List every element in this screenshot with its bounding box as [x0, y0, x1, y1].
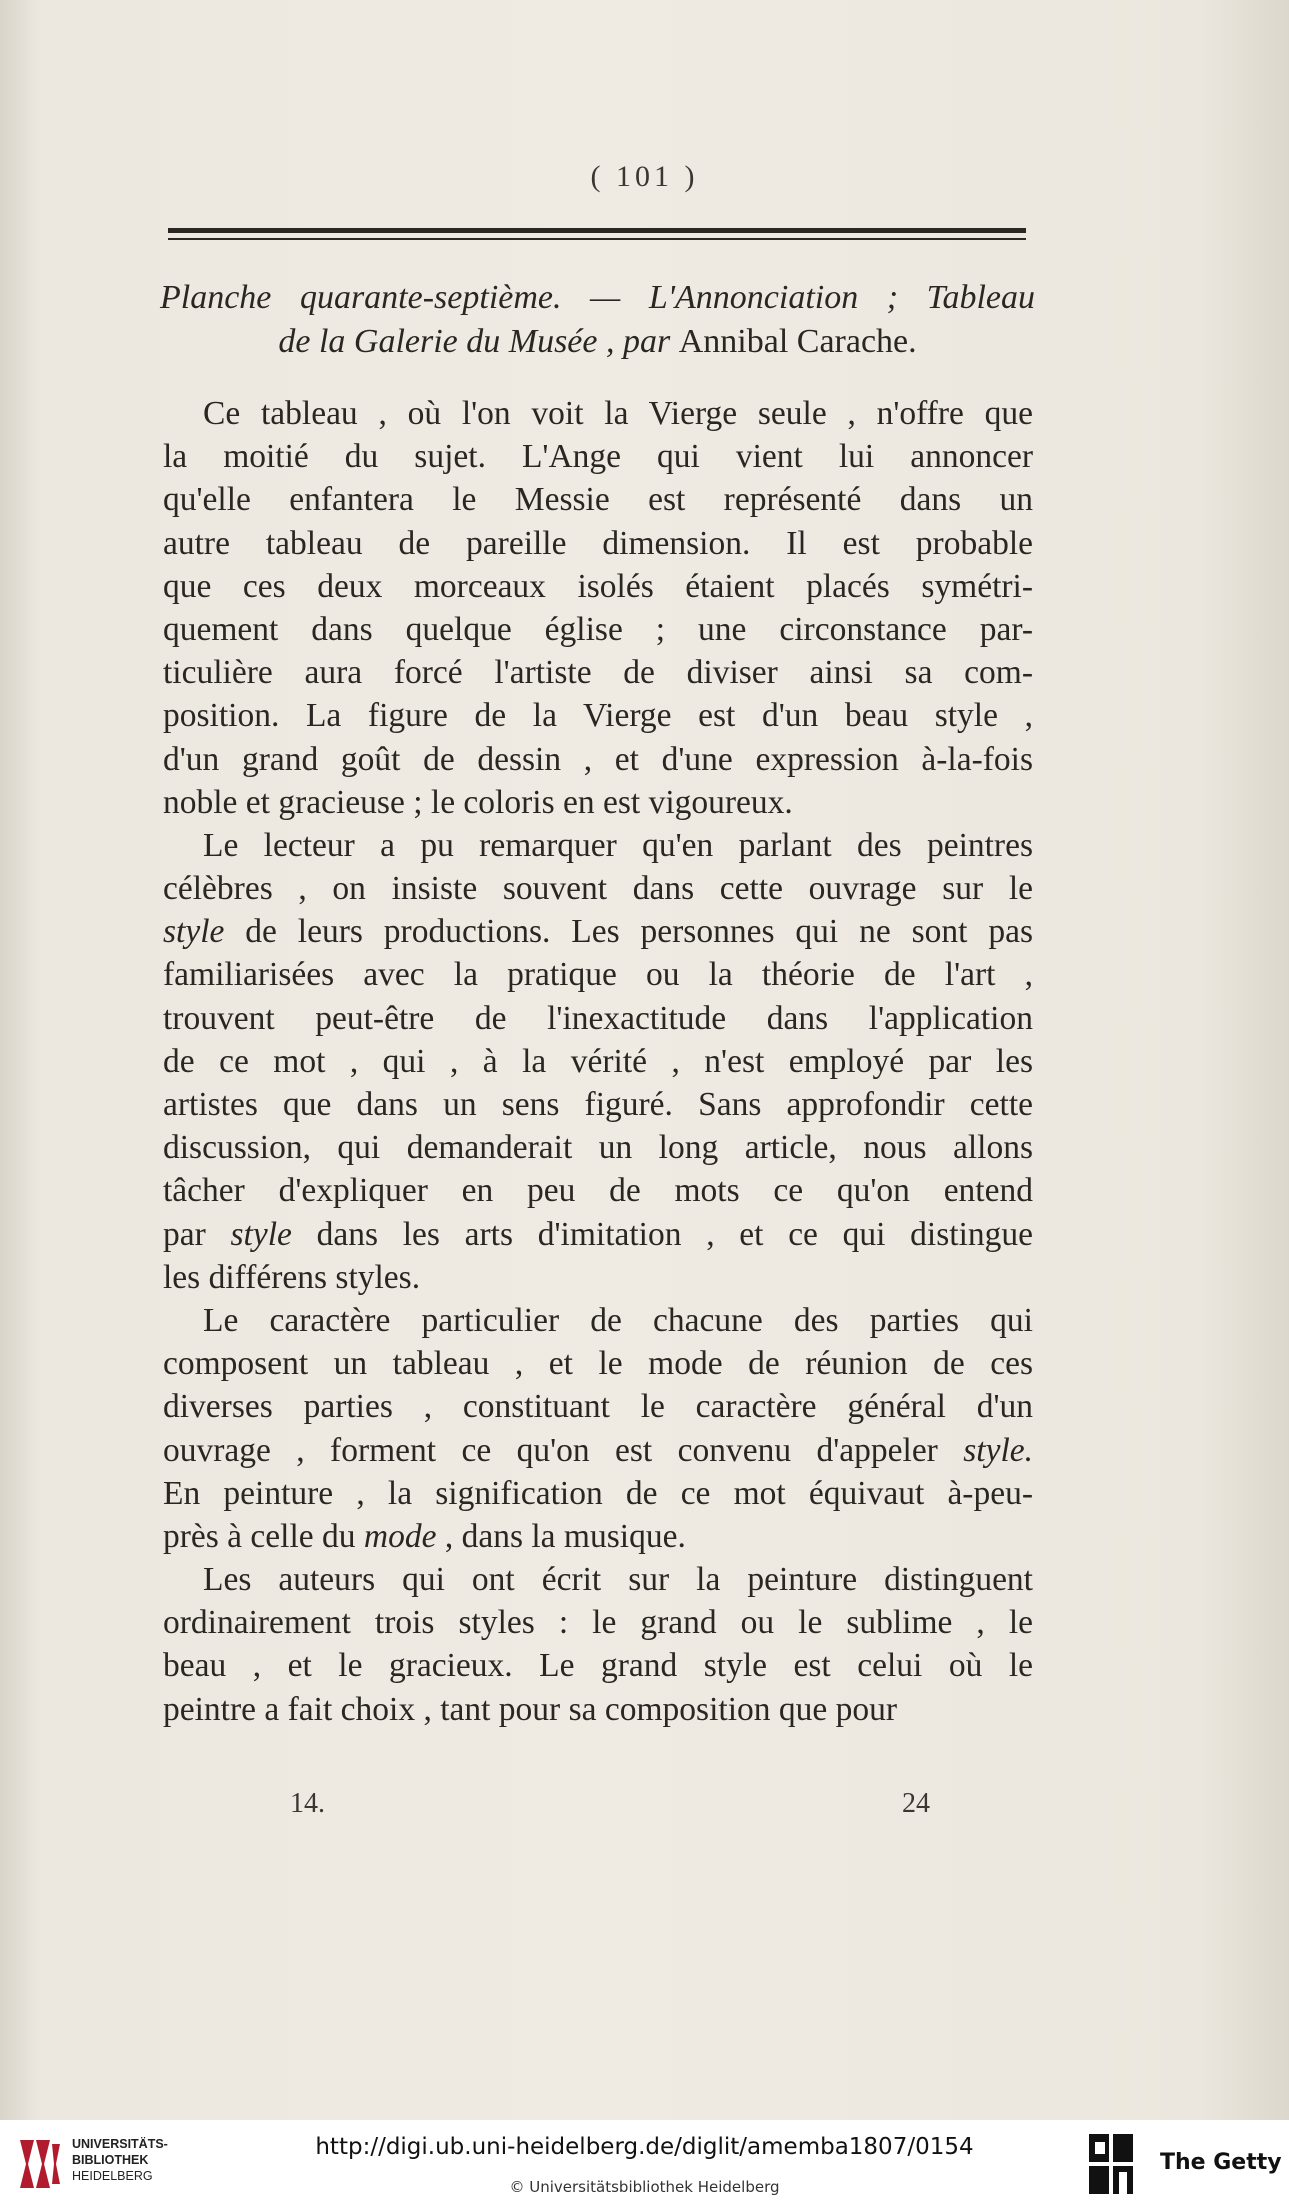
text-line: discussion, qui demanderait un long article, nous allons [163, 1129, 1033, 1167]
plate-title-line-1: Planche quarante-septième. — L'Annonciation ; Tableau [160, 279, 1035, 316]
text-line: position. La figure de la Vierge est d'un beau style , [163, 697, 1033, 735]
text-line: près à celle du mode , dans la musique. [163, 1517, 686, 1555]
plate-title-line-2 [160, 320, 1035, 364]
text-line: beau , et le gracieux. Le grand style est celui où le [163, 1647, 1033, 1685]
text-line: Ce tableau , où l'on voit la Vierge seule , n'offre que [203, 395, 1033, 432]
text-line: composent un tableau , et le mode de réunion de ces [163, 1345, 1033, 1383]
library-name-line-2: BIBLIOTHEK [72, 2153, 149, 2167]
text-line: d'un grand goût de dessin , et d'une expression à-la-fois [163, 740, 1033, 778]
plate-title [160, 276, 1035, 364]
text-line: tâcher d'expliquer en peu de mots ce qu'on entend [163, 1172, 1033, 1210]
printer-signature [290, 1788, 930, 1820]
text-line: par style dans les arts d'imitation , et ce qui distingue [163, 1215, 1033, 1253]
text-line: style de leurs productions. Les personnes qui ne sont pas [163, 913, 1033, 951]
plate-title-line-2-italic: de la Galerie du Musée , par [278, 323, 679, 360]
text-line: peintre a fait choix , tant pour sa composition que pour [163, 1690, 898, 1728]
text-line: artistes que dans un sens figuré. Sans approfondir cette [163, 1086, 1033, 1123]
text-line: Les auteurs qui ont écrit sur la peinture distinguent [203, 1561, 1033, 1599]
body-text [163, 392, 1033, 1731]
signature-left: 14. [290, 1788, 325, 1819]
plate-title-artist: Annibal Carache. [678, 323, 917, 360]
getty-logo-icon [1087, 2132, 1135, 2196]
footer-bar [0, 2120, 1289, 2208]
text-line: ouvrage , forment ce qu'on est convenu d'appeler style. [163, 1431, 1033, 1469]
text-line: autre tableau de pareille dimension. Il est probable [163, 524, 1033, 562]
text-line: familiarisées avec la pratique ou la théorie de l'art , [163, 956, 1033, 994]
getty-name: The Getty [1160, 2150, 1282, 2175]
text-line: la moitié du sujet. L'Ange qui vient lui annoncer [163, 438, 1033, 476]
text-line: quement dans quelque église ; une circonstance par- [163, 610, 1033, 648]
text-line: de ce mot , qui , à la vérité , n'est employé par les [163, 1042, 1033, 1080]
text-line: Le caractère particulier de chacune des parties qui [203, 1301, 1033, 1339]
library-name-line-1: UNIVERSITÄTS- [72, 2137, 168, 2151]
text-line: Le lecteur a pu remarquer qu'en parlant des peintres [203, 826, 1033, 864]
document-url-link[interactable]: http://digi.ub.uni-heidelberg.de/diglit/amemba1807/0154 [315, 2134, 974, 2160]
text-line: les différens styles. [163, 1258, 421, 1296]
text-line: noble et gracieuse ; le coloris en est vigoureux. [163, 783, 793, 821]
page-number-header: ( 101 ) [590, 160, 699, 193]
text-line: ticulière aura forcé l'artiste de diviser ainsi sa com- [163, 654, 1033, 692]
text-line: que ces deux morceaux isolés étaient placés symétri- [163, 567, 1033, 605]
text-line: qu'elle enfantera le Messie est représenté dans un [163, 481, 1033, 519]
copyright-notice: © Universitätsbibliothek Heidelberg [509, 2178, 780, 2196]
signature-right: 24 [902, 1788, 930, 1819]
header-rule-thick [168, 228, 1026, 233]
text-line: ordinairement trois styles : le grand ou le sublime , le [163, 1604, 1033, 1642]
header-rule-thin [168, 238, 1026, 240]
library-name-line-3: HEIDELBERG [72, 2169, 153, 2183]
text-line: En peinture , la signification de ce mot équivaut à-peu- [163, 1474, 1033, 1512]
text-line: diverses parties , constituant le caractère général d'un [163, 1388, 1033, 1426]
text-line: célèbres , on insiste souvent dans cette ouvrage sur le [163, 870, 1033, 908]
text-line: trouvent peut-être de l'inexactitude dans l'application [163, 999, 1033, 1037]
